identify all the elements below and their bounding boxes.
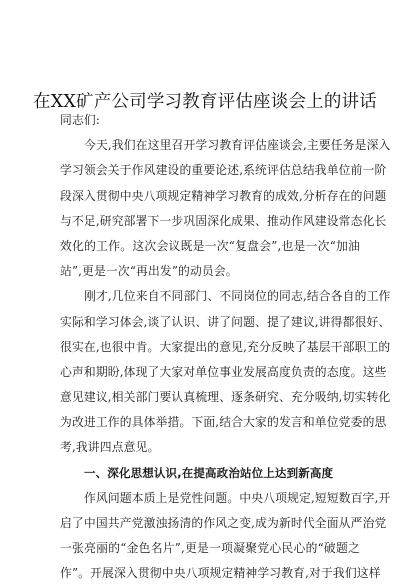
paragraph-1-line: 段深入贯彻中央八项规定精神学习教育的成效,分析存在的问题 (60, 188, 387, 203)
paragraph-2-line: 为改进工作的具体举措。下面,结合大家的发言和单位党委的思 (60, 415, 387, 430)
paragraph-1-line: 今天,我们在这里召开学习教育评估座谈会,主要任务是深入 (84, 138, 391, 153)
paragraph-2-line: 实际和学习体会,谈了认识、讲了问题、提了建议,讲得都很好、 (60, 314, 391, 329)
section-paragraph-line: 一张亮丽的“金色名片”,更是一项凝聚党心民心的“破题之 (60, 541, 360, 556)
section-paragraph-line: 作”。开展深入贯彻中央八项规定精神学习教育,对于我们这样 (60, 566, 381, 581)
paragraph-1-line: 效化的工作。这次会议既是一次“复盘会”,也是一次“加油 (60, 238, 360, 253)
paragraph-2-line: 意见建议,相关部门要认真梳理、逐条研究、充分吸纳,切实转化 (60, 390, 391, 405)
paragraph-2-line: 考,我讲四点意见。 (60, 440, 160, 455)
paragraph-1-line: 与不足,研究部署下一步巩固深化成果、推动作风建设常态化长 (60, 213, 387, 228)
section-heading: 一、深化思想认识,在提高政治站位上达到新高度 (84, 465, 334, 480)
paragraph-2-line: 很实在,也很中肯。大家提出的意见,充分反映了基层干部职工的 (60, 339, 391, 354)
paragraph-1-line: 学习领会关于作风建设的重要论述,系统评估总结我单位前一阶 (60, 163, 387, 178)
paragraph-2-line: 心声和期盼,体现了大家对单位事业发展高度负责的态度。这些 (60, 364, 387, 379)
section-paragraph-line: 启了中国共产党激浊扬清的作风之变,成为新时代全面从严治党 (60, 516, 387, 530)
paragraph-1-line: 站”,更是一次“再出发”的动员会。 (60, 264, 238, 279)
paragraph-2-line: 刚才,几位来自不同部门、不同岗位的同志,结合各自的工作 (84, 289, 391, 304)
document-title: 在XX矿产公司学习教育评估座谈会上的讲话 (33, 92, 377, 112)
section-paragraph-line: 作风问题本质上是党性问题。中央八项规定,短短数百字,开 (84, 490, 391, 505)
document-body (60, 108, 391, 587)
salutation: 同志们: (60, 113, 100, 127)
